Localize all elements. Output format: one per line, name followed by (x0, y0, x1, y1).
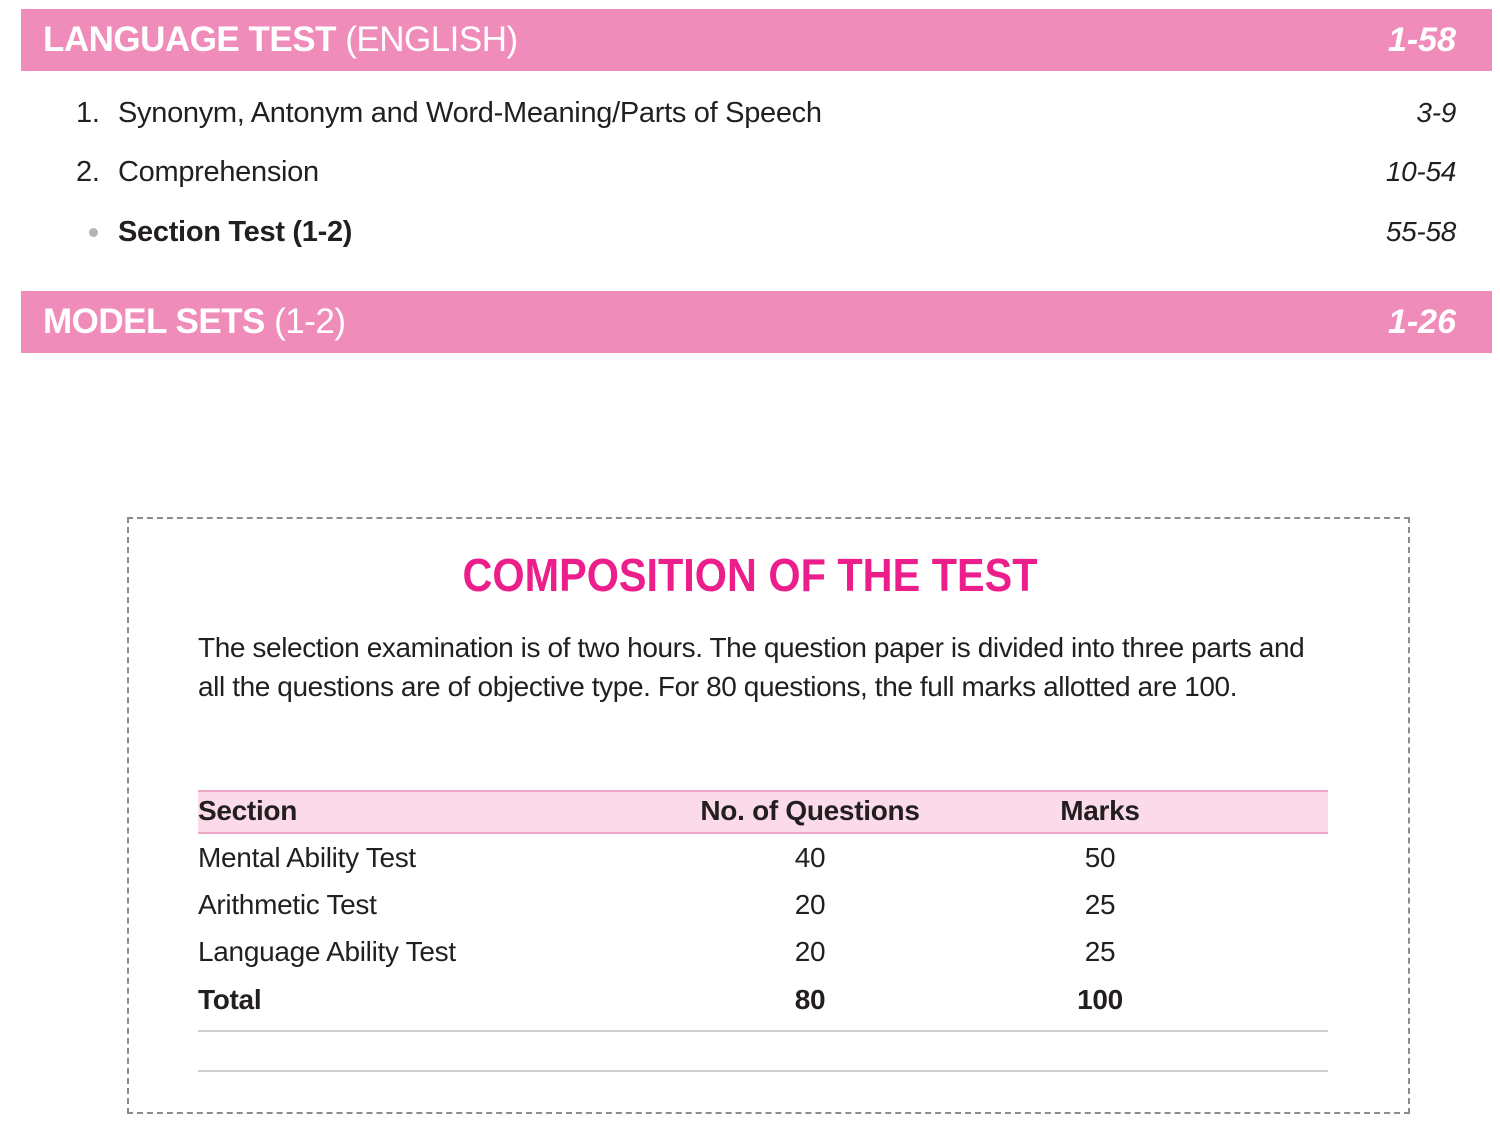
section-title-bold: MODEL SETS (43, 302, 265, 341)
section-banner-language-test (21, 9, 1492, 71)
toc-item-number: 1. (76, 96, 100, 129)
toc-item[interactable] (76, 212, 1456, 252)
toc-item-pages: 55-58 (1385, 216, 1456, 247)
toc-item[interactable] (76, 93, 1456, 133)
divider (198, 1030, 1328, 1032)
table-cell-marks: 25 (1084, 889, 1116, 920)
toc-item[interactable] (76, 152, 1456, 192)
section-title-suffix: (1-2) (274, 302, 346, 341)
composition-description: The selection examination is of two hours. The question paper is divided into three parts and all the questions are of objective type. For 80 questions, the full marks allotted are 100. (198, 632, 1305, 702)
table-cell-section: Language Ability Test (198, 936, 456, 967)
header-marks: Marks (1060, 795, 1140, 826)
toc-item-pages: 3-9 (1416, 97, 1456, 128)
divider (198, 1070, 1328, 1072)
composition-title: COMPOSITION OF THE TEST (462, 549, 1038, 601)
table-total-questions: 80 (794, 984, 826, 1015)
table-cell-questions: 40 (794, 842, 826, 873)
header-section: Section (198, 795, 298, 826)
bullet-icon (76, 228, 118, 237)
section-page-range: 1-58 (1387, 20, 1456, 59)
table-cell-section: Mental Ability Test (198, 842, 416, 873)
table-cell-questions: 20 (794, 889, 826, 920)
toc-item-number: 2. (76, 155, 100, 188)
table-cell-questions: 20 (794, 936, 826, 967)
toc-item-label: Synonym, Antonym and Word-Meaning/Parts of Speech (118, 96, 822, 129)
section-title-suffix: (ENGLISH) (345, 20, 518, 59)
header-questions: No. of Questions (700, 795, 920, 826)
toc-item-label: Comprehension (118, 155, 319, 188)
section-title (43, 302, 346, 342)
table-cell-section: Arithmetic Test (198, 889, 377, 920)
table-cell-marks: 50 (1084, 842, 1116, 873)
table-total-label: Total (198, 984, 262, 1015)
section-title (43, 20, 518, 60)
table-total-marks: 100 (1077, 984, 1123, 1015)
section-banner-model-sets (21, 291, 1492, 353)
section-page-range: 1-26 (1387, 302, 1456, 341)
toc-item-pages: 10-54 (1385, 156, 1456, 187)
section-title-bold: LANGUAGE TEST (43, 20, 336, 59)
toc-item-label: Section Test (1-2) (118, 215, 353, 248)
table-cell-marks: 25 (1084, 936, 1116, 967)
